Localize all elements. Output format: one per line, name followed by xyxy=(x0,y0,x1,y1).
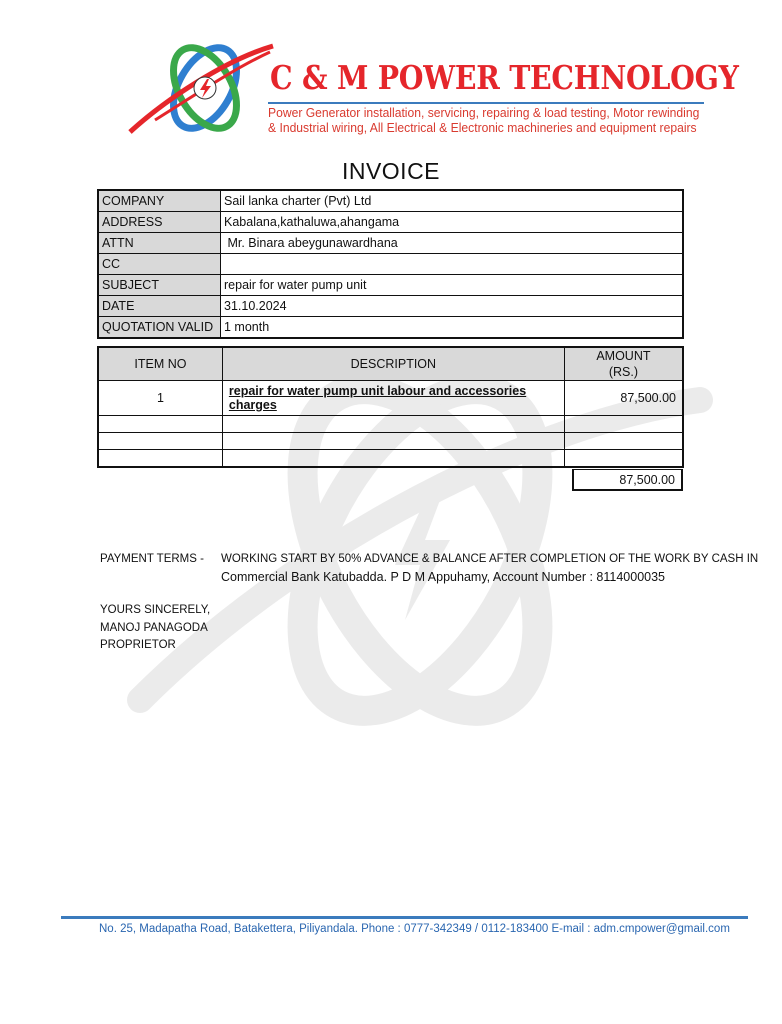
total-amount: 87,500.00 xyxy=(572,469,683,491)
info-row-quotation-valid xyxy=(98,317,683,339)
signature-line-1: YOURS SINCERELY, xyxy=(100,604,211,616)
info-value: 31.10.2024 xyxy=(221,296,684,317)
invoice-info-table xyxy=(97,189,684,339)
company-name: C & M POWER TECHNOLOGY xyxy=(270,58,739,97)
blank-cell xyxy=(98,416,222,433)
header-amount-line-2: (RS.) xyxy=(608,365,638,379)
info-row-date xyxy=(98,296,683,317)
signature-block xyxy=(100,602,210,655)
info-label: DATE xyxy=(98,296,221,317)
table-row-blank xyxy=(98,433,683,450)
tagline-line-1: Power Generator installation, servicing, repairing & load testing, Motor rewinding xyxy=(268,106,700,120)
blank-cell xyxy=(564,450,683,468)
table-row-blank xyxy=(98,416,683,433)
blank-cell xyxy=(222,416,564,433)
footer-contact: No. 25, Madapatha Road, Batakettera, Piliyandala. Phone : 0777-342349 / 0112-183400 E-mail : adm.cmpower@gmail.com xyxy=(99,923,730,935)
info-row-company xyxy=(98,190,683,212)
info-value: Mr. Binara abeygunawardhana xyxy=(221,233,684,254)
blank-cell xyxy=(222,433,564,450)
invoice-title: INVOICE xyxy=(341,158,441,184)
signature-title: PROPRIETOR xyxy=(100,639,176,651)
header-divider xyxy=(268,102,704,104)
header-description: DESCRIPTION xyxy=(222,347,564,381)
items-header-row xyxy=(98,347,683,381)
info-label: COMPANY xyxy=(98,190,221,212)
info-value xyxy=(221,254,684,275)
blank-cell xyxy=(564,433,683,450)
footer-divider xyxy=(61,916,748,919)
info-row-subject xyxy=(98,275,683,296)
info-value: Sail lanka charter (Pvt) Ltd xyxy=(221,190,684,212)
payment-terms-line-1: WORKING START BY 50% ADVANCE & BALANCE AFTER COMPLETION OF THE WORK BY CASH IN xyxy=(221,553,759,565)
info-value: 1 month xyxy=(221,317,684,339)
info-row-address xyxy=(98,212,683,233)
info-label: QUOTATION VALID xyxy=(98,317,221,339)
info-label: CC xyxy=(98,254,221,275)
company-tagline xyxy=(268,106,699,135)
item-no-cell: 1 xyxy=(98,381,222,416)
info-value: Kabalana,kathaluwa,ahangama xyxy=(221,212,684,233)
info-label: ATTN xyxy=(98,233,221,254)
description-cell xyxy=(222,381,564,416)
description-text: repair for water pump unit labour and accessories charges xyxy=(228,384,527,412)
blank-cell xyxy=(98,433,222,450)
blank-cell xyxy=(98,450,222,468)
header-amount xyxy=(564,347,683,381)
blank-cell xyxy=(564,416,683,433)
info-row-cc xyxy=(98,254,683,275)
payment-terms-line-2: Commercial Bank Katubadda. P D M Appuhamy, Account Number : 8114000035 xyxy=(221,570,666,584)
table-row-blank xyxy=(98,450,683,468)
header-item-no: ITEM NO xyxy=(98,347,222,381)
invoice-items-table xyxy=(97,346,684,468)
table-row xyxy=(98,381,683,416)
payment-terms-label: PAYMENT TERMS - xyxy=(100,553,204,565)
company-logo-icon xyxy=(125,40,275,140)
header-amount-line-1: AMOUNT xyxy=(596,349,651,363)
info-label: SUBJECT xyxy=(98,275,221,296)
signature-name: MANOJ PANAGODA xyxy=(100,621,208,634)
info-row-attn xyxy=(98,233,683,254)
amount-cell: 87,500.00 xyxy=(564,381,683,416)
info-label: ADDRESS xyxy=(98,212,221,233)
blank-cell xyxy=(222,450,564,468)
tagline-line-2: & Industrial wiring, All Electrical & Electronic machineries and equipment repairs xyxy=(268,120,697,135)
info-value: repair for water pump unit xyxy=(221,275,684,296)
